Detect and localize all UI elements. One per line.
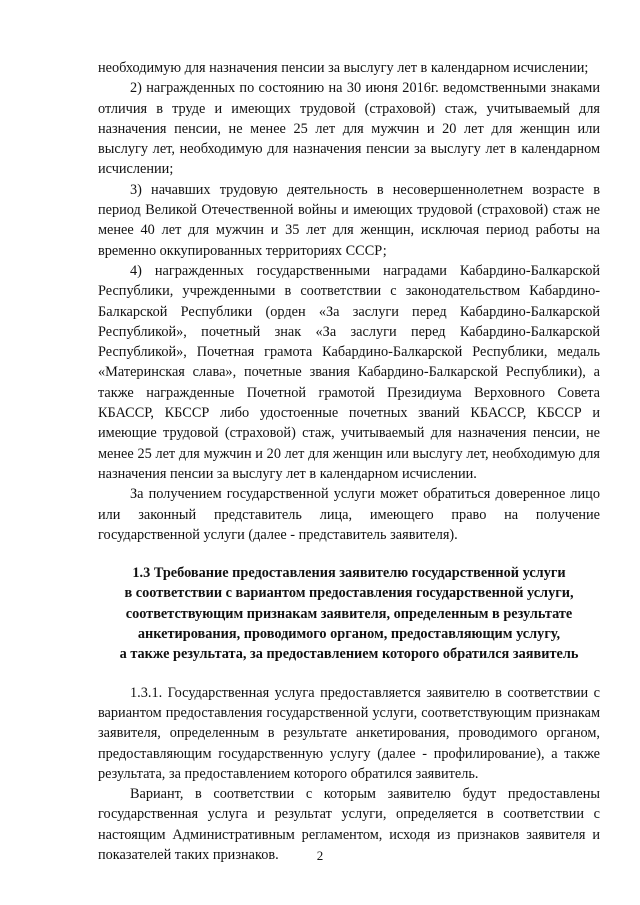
paragraph-item-4: 4) награжденных государственными наградами Кабардино-Балкарской Республики, учрежденными в соответствии с законодательством Кабардино-Балкарской Республики (орден «За заслуги перед Кабардино-Балкарской Республикой», почетный знак «За заслуги перед Кабардино-Балкарской Республикой», Почетная грамота Кабардино-Балкарской Республики, медаль «Материнская слава», почетные звания Кабардино-Балкарской Республики), а также награжденные Почетной грамотой Президиума Верховного Совета КБАССР, КБССР либо удостоенные почетных званий КБАССР, КБССР и имеющие трудовой (страховой) стаж, учитываемый для назначения пенсии, не менее 25 лет для мужчин и 20 лет для женщин или выслугу лет, необходимую для назначения пенсии за выслугу лет в календарном исчислении.	[98, 262, 600, 482]
section-heading-line: в соответствии с вариантом предоставления государственной услуги,	[124, 585, 574, 602]
paragraph-item-3: 3) начавших трудовую деятельность в несовершеннолетнем возрасте в период Великой Отечественной войны и имеющих трудовой (страховой) стаж не менее 40 лет для мужчин и 35 лет для женщин, исключая период работы на временно оккупированных территориях СССР;	[98, 181, 600, 259]
paragraphs-bottom	[98, 683, 600, 866]
document-page	[98, 58, 600, 865]
page-number: 2	[316, 848, 324, 863]
section-heading-line: анкетирования, проводимого органом, предоставляющим услугу,	[137, 626, 561, 643]
paragraph-item-2: 2) награжденных по состоянию на 30 июня 2016г. ведомственными знаками отличия в труде и имеющих трудовой (страховой) стаж, учитываемый для назначения пенсии, не менее 25 лет для мужчин и 20 лет для женщин или выслугу лет, необходимую для назначения пенсии за выслугу лет в календарном исчислении;	[98, 80, 600, 178]
paragraph-representative: За получением государственной услуги может обратиться доверенное лицо или законный представитель лица, имеющего право на получение государственной услуги (далее - представитель заявителя).	[98, 486, 600, 543]
section-heading	[98, 563, 600, 664]
section-heading-line: 1.3 Требование предоставления заявителю государственной услуги	[132, 565, 566, 582]
paragraph: необходимую для назначения пенсии за выслугу лет в календарном исчислении;	[98, 60, 589, 76]
paragraph-variant: Вариант, в соответствии с которым заявителю будут предоставлены государственная услуга и результат услуги, определяется в соответствии с настоящим Административным регламентом, исходя из признаков заявителя и показателей таких признаков.	[98, 786, 600, 863]
paragraph-1-3-1: 1.3.1. Государственная услуга предоставляется заявителю в соответствии с вариантом предоставления государственной услуги, соответствующим признакам заявителя, определенным в результате анкетирования, проводимого органом, предоставляющим государственную услугу (далее - профилирование), а также результата, за предоставлением которого обратился заявитель.	[98, 684, 600, 782]
paragraphs-top	[98, 58, 600, 545]
section-heading-line: а также результата, за предоставлением которого обратился заявитель	[119, 646, 579, 663]
section-heading-line: соответствующим признакам заявителя, определенным в результате	[125, 605, 573, 622]
